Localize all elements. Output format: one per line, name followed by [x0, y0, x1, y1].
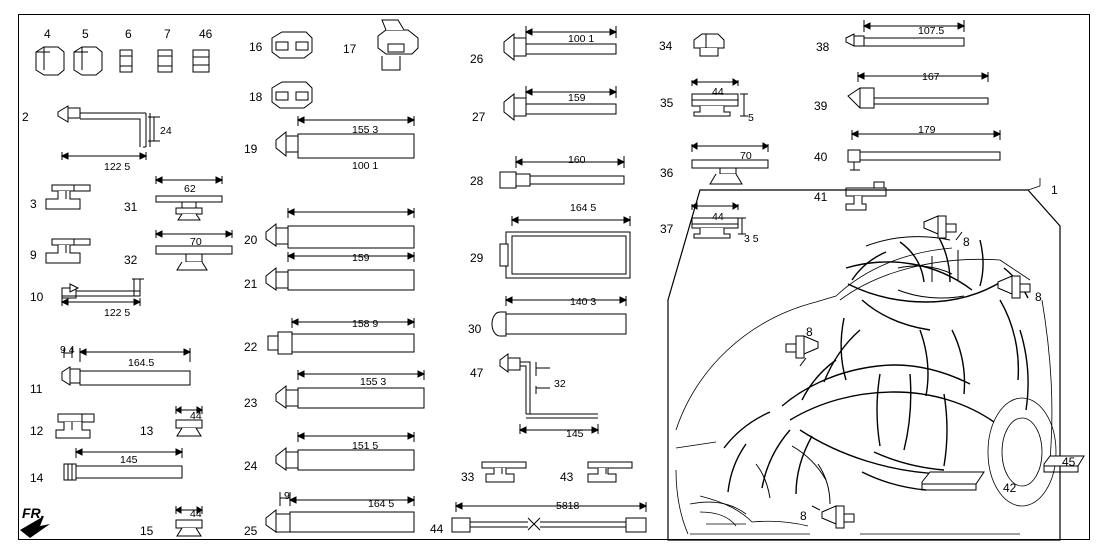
dimension-label: 100 1 [352, 160, 379, 172]
dimension-label: 44 [190, 508, 202, 520]
dimension-label: 167 [922, 71, 940, 83]
dimension-label: 32 [554, 378, 566, 390]
dimension-label: 159 [352, 252, 370, 264]
callout-number: 2 [22, 110, 29, 124]
dimension-label: 158 9 [352, 318, 379, 330]
dimension-label: 155 3 [352, 124, 379, 136]
dimension-label: 3 5 [744, 233, 759, 245]
callout-number: 38 [816, 40, 830, 54]
front-direction-label: FR. [22, 505, 45, 521]
callout-number: 4 [44, 27, 51, 41]
dimension-label: 70 [190, 236, 202, 248]
dimension-label: 159 [568, 92, 586, 104]
callout-number: 46 [199, 27, 213, 41]
callout-number: 35 [660, 96, 674, 110]
dimension-label: 44 [712, 86, 724, 98]
dimension-label: 70 [740, 150, 752, 162]
dimension-label: 62 [184, 183, 196, 195]
dimension-label: 9 4 [60, 344, 75, 356]
callout-number: 47 [470, 366, 484, 380]
dimension-label: 100 1 [568, 33, 595, 45]
dimension-label: 122 5 [104, 161, 131, 173]
callout-number: 44 [430, 522, 444, 536]
callout-number: 8 [806, 325, 813, 339]
callout-number: 41 [814, 190, 828, 204]
dimension-label: 44 [190, 410, 202, 422]
dimension-label: 179 [918, 124, 936, 136]
callout-number: 21 [244, 277, 258, 291]
callout-number: 33 [461, 470, 475, 484]
dimension-label: 107.5 [918, 25, 945, 37]
callout-number: 32 [124, 253, 138, 267]
dimension-label: 164 5 [570, 202, 597, 214]
callout-number: 5 [82, 27, 89, 41]
callout-number: 29 [470, 251, 484, 265]
callout-number: 20 [244, 233, 258, 247]
callout-number: 40 [814, 150, 828, 164]
dimension-label: 145 [566, 428, 584, 440]
dimension-label: 164 5 [368, 498, 395, 510]
callout-number: 45 [1062, 455, 1076, 469]
callout-number: 8 [1035, 290, 1042, 304]
dimension-label: 44 [712, 211, 724, 223]
callout-number: 3 [30, 197, 37, 211]
callout-number: 11 [30, 382, 43, 396]
callout-number: 28 [470, 174, 484, 188]
dimension-label: 164.5 [128, 357, 155, 369]
dimension-label: 160 [568, 154, 586, 166]
dimension-label: 5 [748, 112, 754, 124]
callout-number: 24 [244, 459, 258, 473]
dimension-label: 155 3 [360, 376, 387, 388]
dimension-label: 9 [284, 490, 290, 502]
dimension-label: 140 3 [570, 296, 597, 308]
callout-number: 19 [244, 142, 258, 156]
callout-number: 1 [1051, 183, 1058, 197]
callout-number: 14 [30, 471, 44, 485]
callout-number: 25 [244, 524, 258, 538]
dimension-label: 145 [120, 454, 138, 466]
callout-number: 22 [244, 340, 258, 354]
callout-number: 7 [164, 27, 171, 41]
callout-number: 36 [660, 166, 674, 180]
callout-number: 16 [249, 40, 263, 54]
callout-number: 37 [660, 222, 674, 236]
dimension-label: 151 5 [352, 440, 379, 452]
dimension-label: 24 [160, 125, 172, 137]
callout-number: 8 [963, 235, 970, 249]
callout-number: 30 [468, 322, 482, 336]
callout-number: 12 [30, 424, 44, 438]
callout-number: 8 [800, 509, 807, 523]
callout-number: 13 [140, 424, 154, 438]
callout-number: 31 [124, 200, 138, 214]
callout-number: 42 [1003, 481, 1017, 495]
callout-number: 39 [814, 99, 828, 113]
callout-number: 10 [30, 290, 44, 304]
callout-number: 26 [470, 52, 484, 66]
callout-number: 23 [244, 396, 258, 410]
dimension-label: 122 5 [104, 307, 131, 319]
callout-number: 15 [140, 524, 154, 538]
callout-number: 27 [472, 110, 486, 124]
callout-number: 6 [125, 27, 132, 41]
dimension-label: 5818 [556, 500, 580, 512]
callout-number: 34 [659, 39, 673, 53]
callout-number: 43 [560, 470, 574, 484]
callout-number: 18 [249, 90, 263, 104]
callout-number: 17 [343, 42, 357, 56]
callout-number: 9 [30, 248, 37, 262]
